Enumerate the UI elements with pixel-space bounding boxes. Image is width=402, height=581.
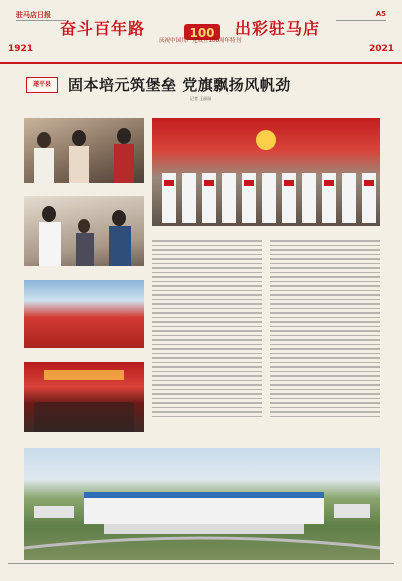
century-mark: 100 bbox=[189, 26, 215, 40]
paper-name: 驻马店日报 bbox=[16, 11, 51, 19]
banner-title-left: 奋斗百年路 bbox=[60, 19, 146, 38]
article-body-column-2 bbox=[270, 240, 380, 440]
masthead-divider bbox=[0, 62, 402, 64]
stage-banner-icon bbox=[24, 362, 144, 432]
photo-assembly-hall bbox=[24, 362, 144, 432]
meta-rule-right bbox=[336, 20, 386, 21]
year-start: 1921 bbox=[8, 44, 34, 54]
photo-visit-elderly bbox=[24, 118, 144, 183]
photo-party-gathering bbox=[24, 280, 144, 348]
photo-aerial-industrial-park bbox=[24, 448, 380, 560]
meta-rule-left bbox=[16, 20, 66, 21]
special-issue-subtitle: 庆祝中国共产党成立100周年特刊 bbox=[159, 38, 241, 44]
article-body-column-1 bbox=[152, 240, 262, 440]
banner-title-right: 出彩驻马店 bbox=[235, 19, 321, 38]
footer-divider bbox=[8, 563, 394, 564]
factory-buildings-icon bbox=[24, 448, 380, 560]
photo-people-silhouettes bbox=[24, 196, 144, 266]
stage-party-emblem-icon bbox=[152, 118, 380, 226]
article-byline: 记者 王丽丽 bbox=[190, 96, 212, 101]
photo-award-ceremony bbox=[24, 196, 144, 266]
photo-commendation-stage bbox=[152, 118, 380, 226]
year-end: 2021 bbox=[368, 44, 394, 54]
photo-people-silhouettes bbox=[24, 118, 144, 183]
page-number: A5 bbox=[375, 10, 386, 18]
county-tag: 遂平县 bbox=[26, 77, 58, 93]
article-headline: 固本培元筑堡垒 党旗飘扬风帆劲 bbox=[68, 76, 291, 94]
